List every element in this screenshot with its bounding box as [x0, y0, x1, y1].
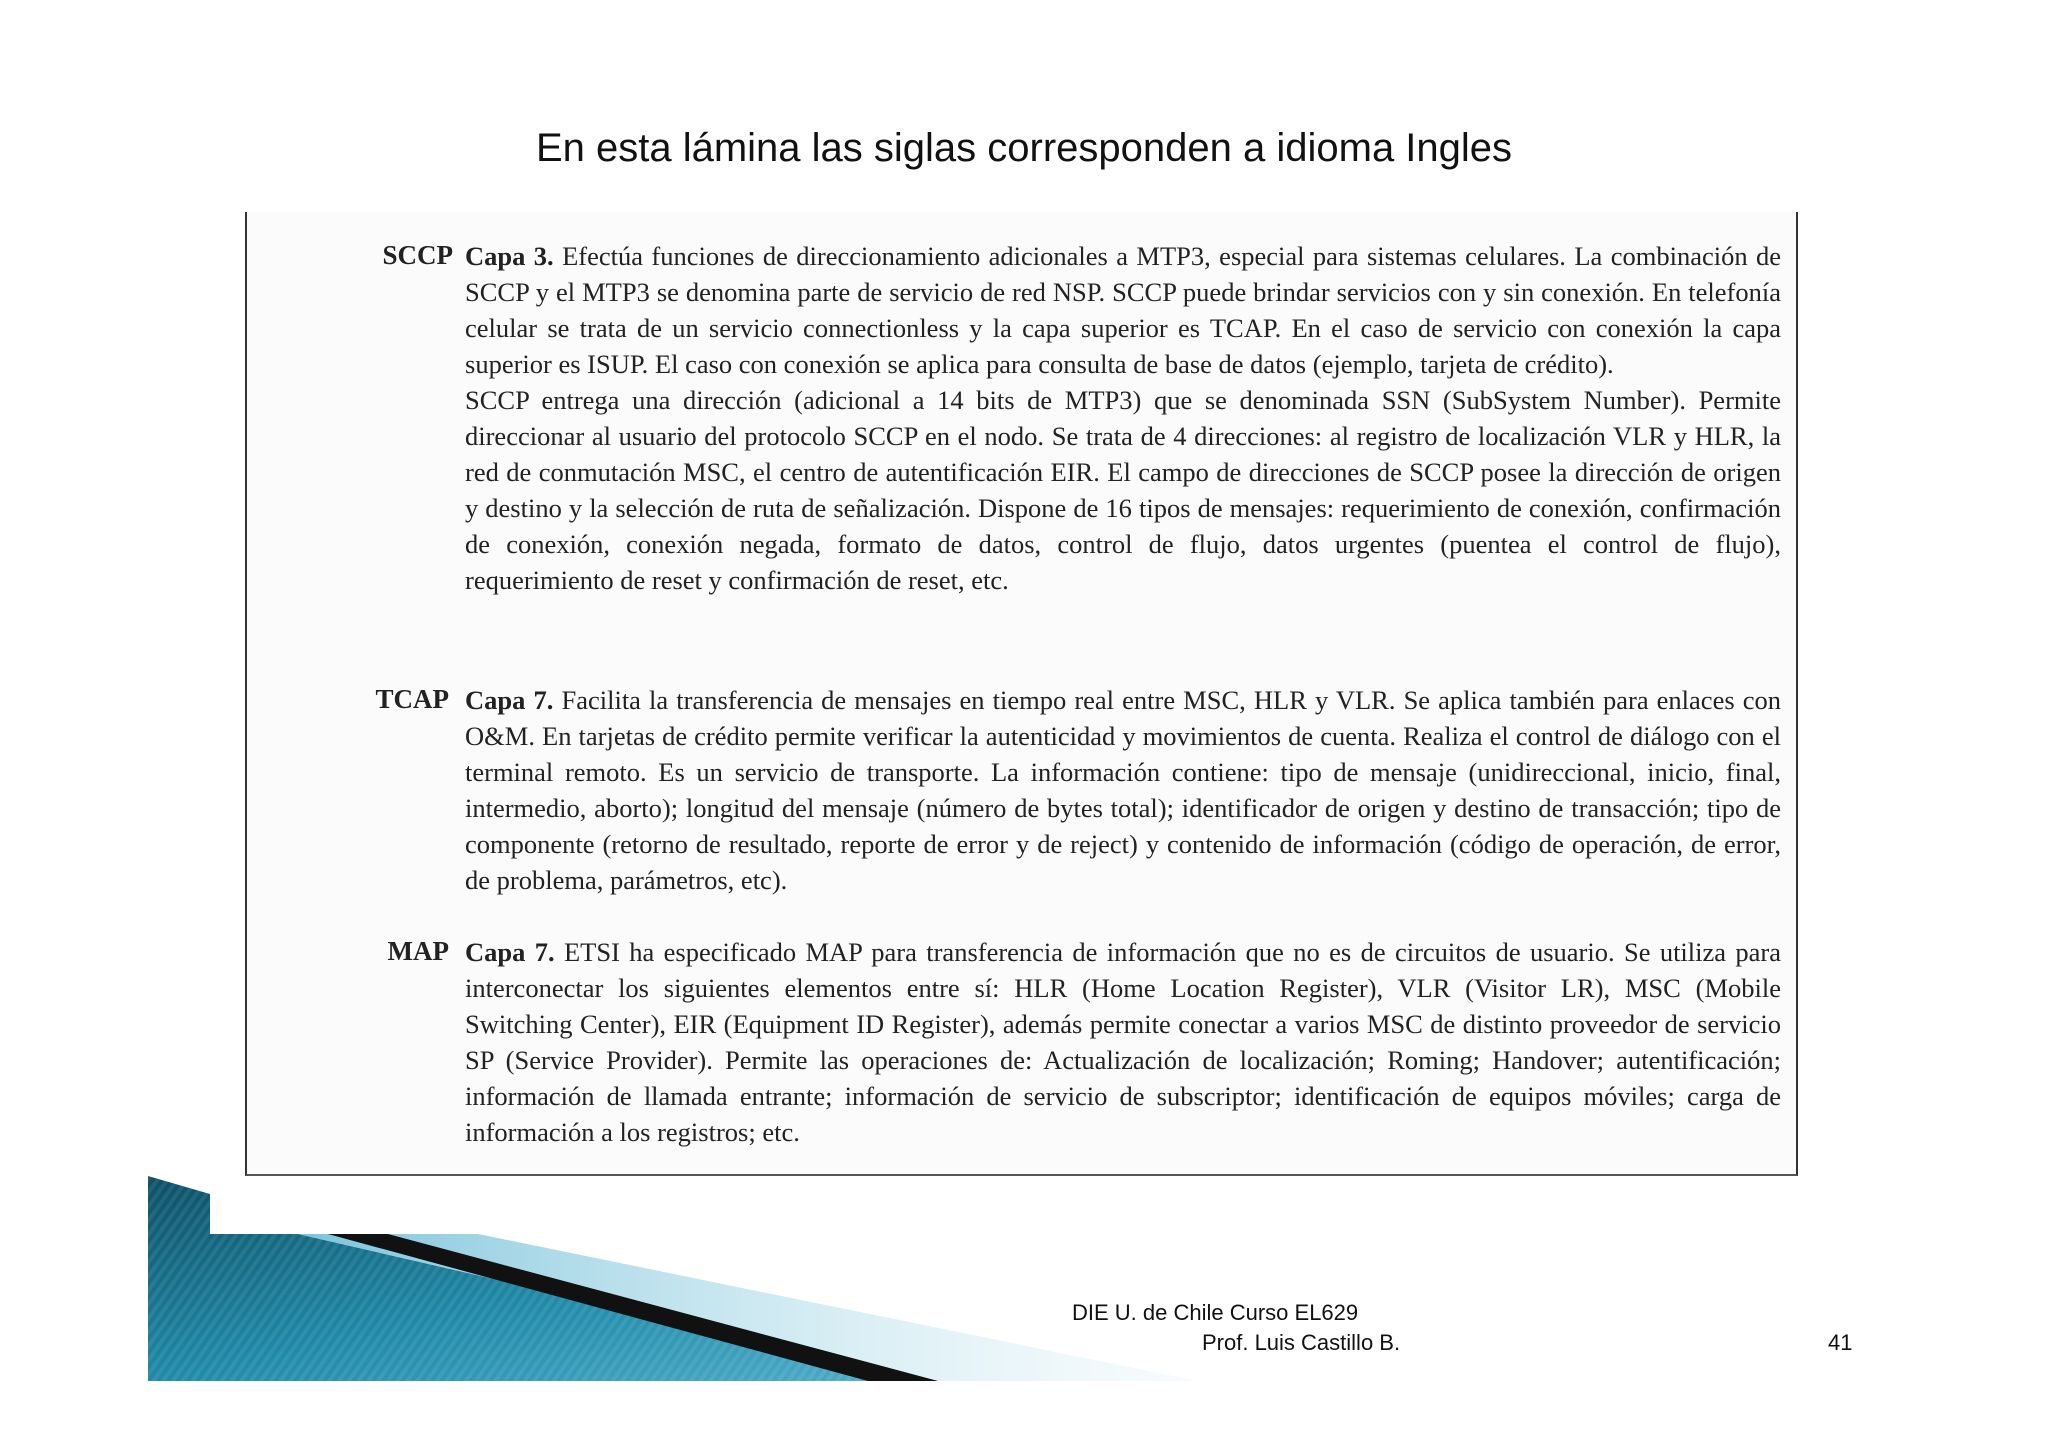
paragraph-text: Facilita la transferencia de mensajes en tiempo real entre MSC, HLR y VLR. Se aplica también para enlaces con O&M. En tarjetas de crédito permite verificar la autenticidad y movimientos de cuenta. Realiza el control de diálogo con el terminal remoto. Es un servicio de transporte. La información contiene: tipo de mensaje (unidireccional, inicio, final, intermedio, aborto); longitud del mensaje (número de bytes total); identificador de origen y destino de transacción; tipo de componente (retorno de resultado, reporte de error y de reject) y contenido de información (código de operación, de error, de problema, parámetros, etc). [465, 685, 1782, 895]
footer-course: DIE U. de Chile Curso EL629 [1072, 1300, 1359, 1325]
paragraph-text: SCCP entrega una dirección (adicional a 14 bits de MTP3) que se denominada SSN (SubSystem Number). Permite direccionar al usuario del protocolo SCCP en el nodo. Se trata de 4 direcciones: al registro de localización VLR y HLR, la red de conmutación MSC, el centro de autentificación EIR. El campo de direcciones de SCCP posee la dirección de origen y destino y la selección de ruta de señalización. Dispone de 16 tipos de mensajes: requerimiento de conexión, confirmación de conexión, conexión negada, formato de datos, control de flujo, datos urgentes (puentea el control de flujo), requerimiento de reset y confirmación de reset, etc. [465, 385, 1781, 595]
layer-label: Capa 3. [465, 241, 554, 271]
scanned-text-box [245, 212, 1798, 1176]
corner-decoration [148, 1176, 1198, 1411]
acronym-label: TCAP [375, 684, 449, 714]
layer-label: Capa 7. [465, 937, 555, 967]
paragraph [465, 238, 1781, 382]
acronym-label: SCCP [382, 240, 453, 270]
paragraph-text: ETSI ha especificado MAP para transferencia de información que no es de circuitos de usuario. Se utiliza para interconectar los siguientes elementos entre sí: HLR (Home Location Register), VLR (Visitor LR), MSC (Mobile Switching Center), EIR (Equipment ID Register), además permite conectar a varios MSC de distinto proveedor de servicio SP (Service Provider). Permite las operaciones de: Actualización de localización; Roming; Handover; autentificación; información de llamada entrante; información de servicio de subscriptor; identificación de equipos móviles; carga de información a los registros; etc. [465, 937, 1782, 1147]
paragraph [465, 682, 1781, 898]
acronym-label: MAP [387, 936, 449, 966]
paragraph [465, 382, 1781, 598]
entry-body [465, 682, 1781, 898]
entry-body [465, 238, 1781, 598]
entry-body [465, 934, 1781, 1150]
paragraph [465, 934, 1781, 1150]
page-number: 41 [1828, 1330, 1853, 1355]
slide-title: En esta lámina las siglas corresponden a idioma Ingles [535, 126, 1513, 170]
layer-label: Capa 7. [465, 685, 554, 715]
paragraph-text: Efectúa funciones de direccionamiento adicionales a MTP3, especial para sistemas celulares. La combinación de SCCP y el MTP3 se denomina parte de servicio de red NSP. SCCP puede brindar servicios con y sin conexión. En telefonía celular se trata de un servicio connectionless y la capa superior es TCAP. En el caso de servicio con conexión la capa superior es ISUP. El caso con conexión se aplica para consulta de base de datos (ejemplo, tarjeta de crédito). [465, 241, 1782, 379]
footer-professor: Prof. Luis Castillo B. [1202, 1330, 1401, 1355]
